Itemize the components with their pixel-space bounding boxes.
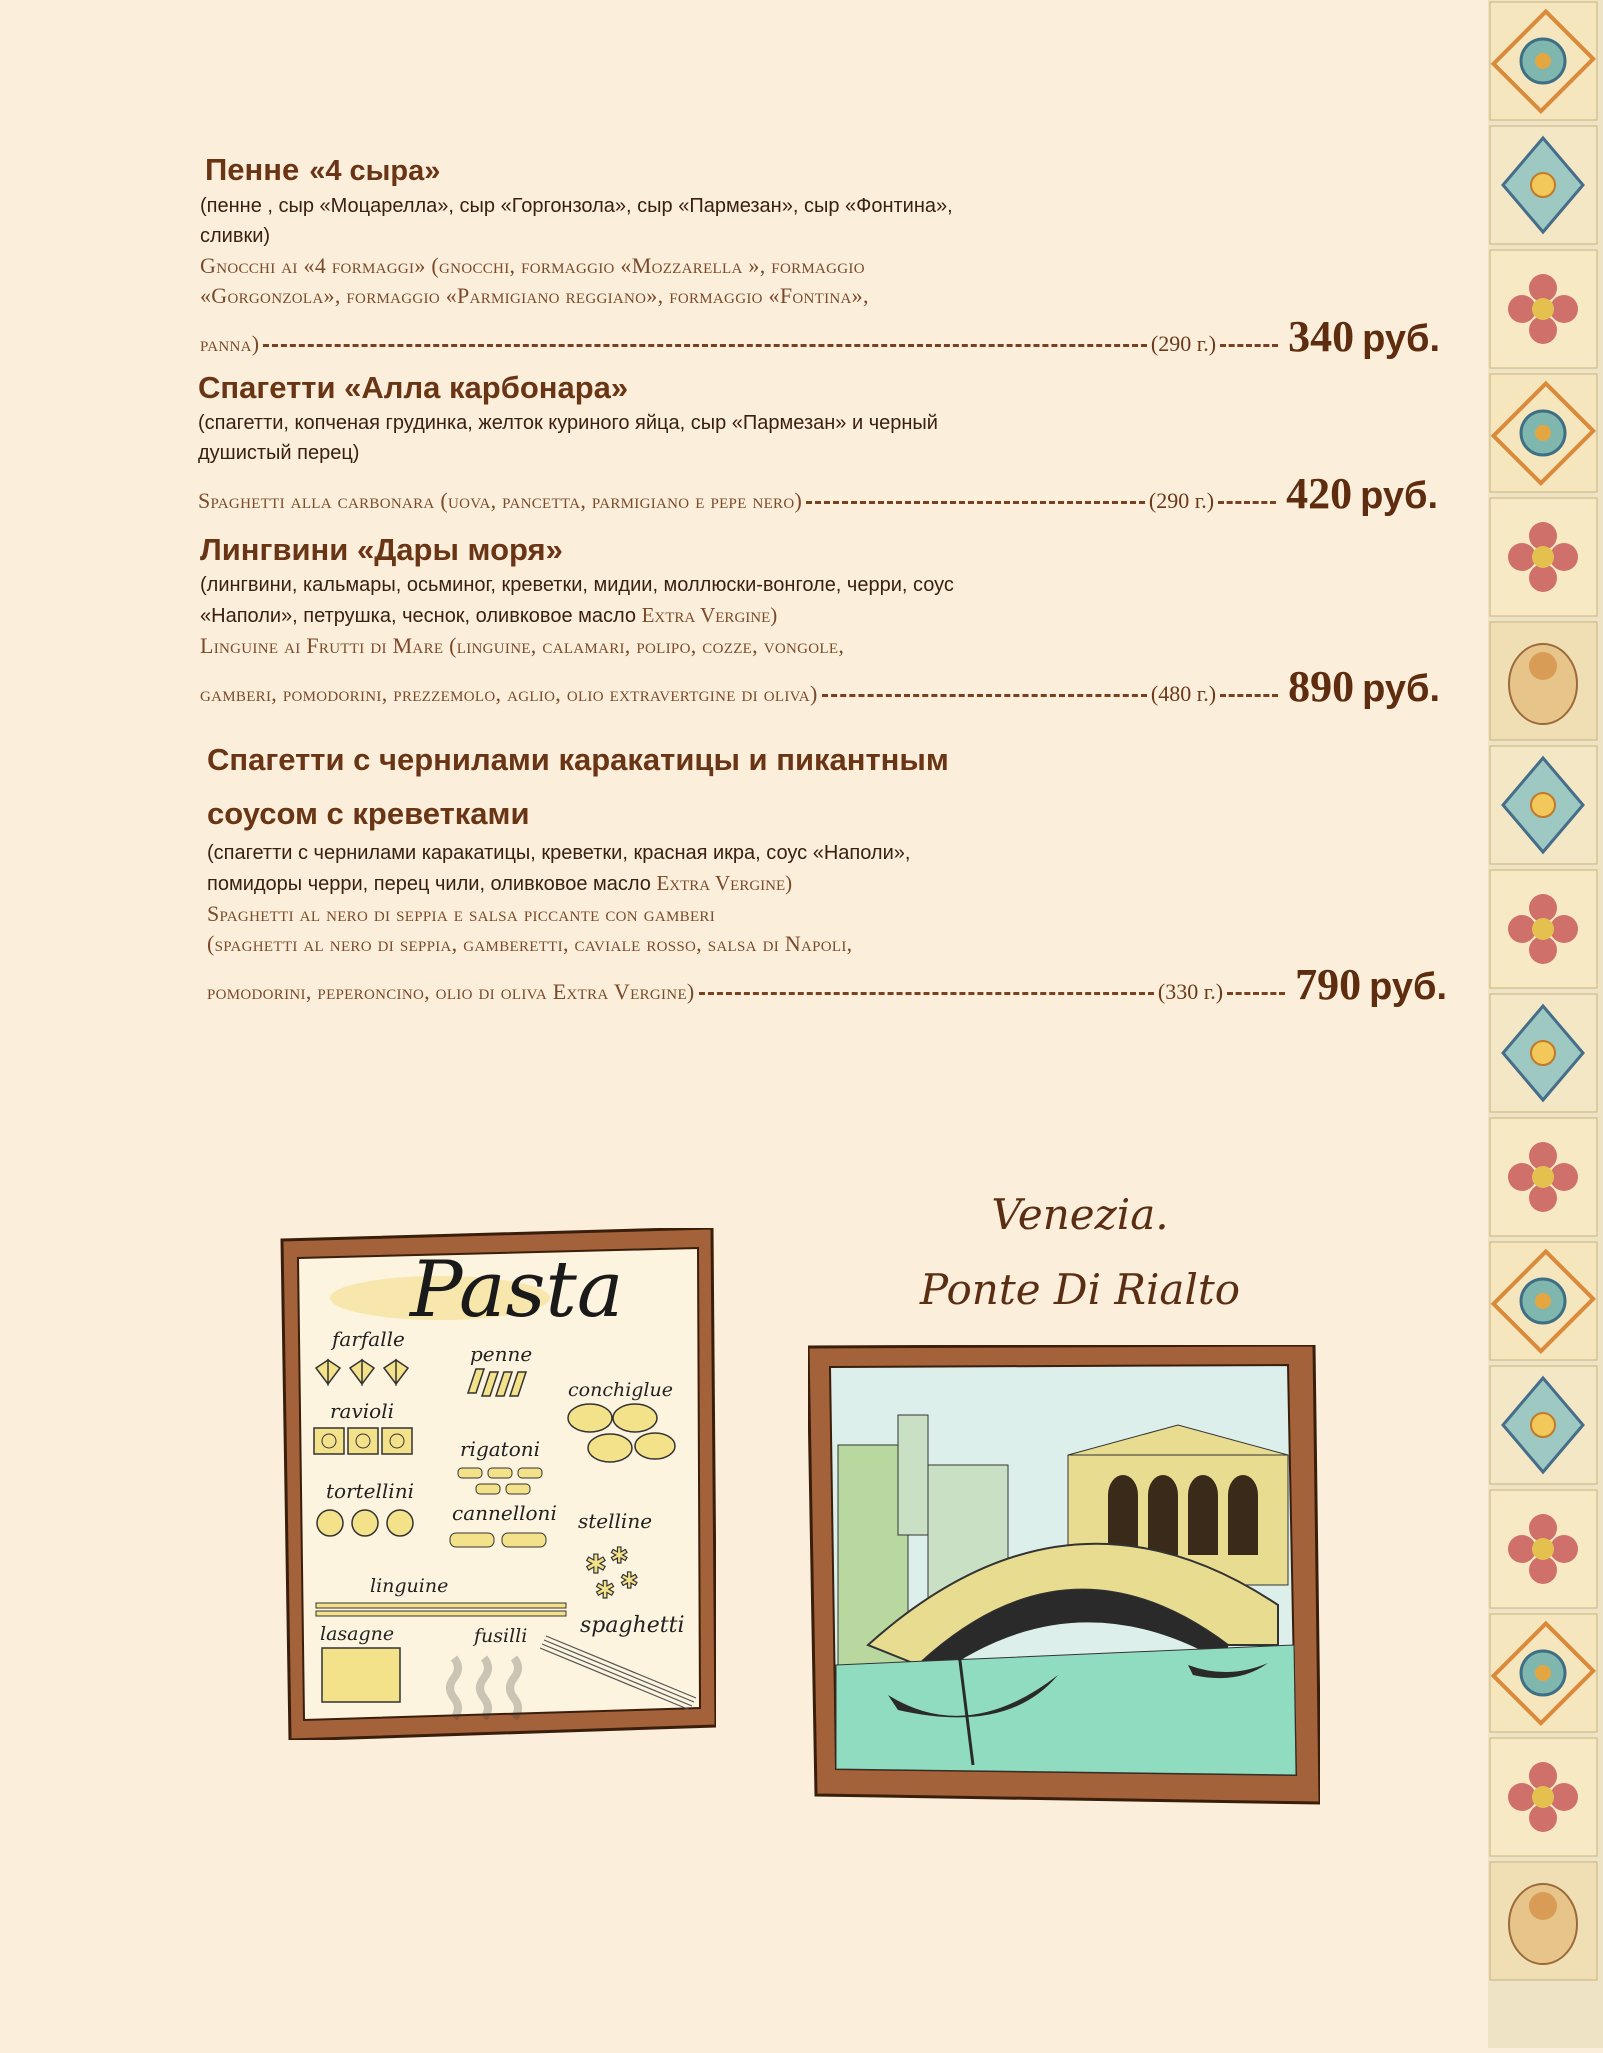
dish-title: соусом с креветками — [207, 796, 530, 831]
svg-text:✱: ✱ — [595, 1577, 616, 1604]
leader-dashes — [822, 694, 1147, 697]
dish-weight: (480 г.) — [1150, 681, 1217, 706]
rialto-bridge-drawing — [808, 1345, 1320, 1805]
lasagne-icon — [322, 1648, 400, 1702]
price-value: 890 — [1288, 662, 1355, 711]
majolica-tiles — [1488, 0, 1603, 2048]
leader-dashes — [1218, 501, 1276, 504]
svg-text:✱: ✱ — [610, 1543, 629, 1568]
dish-penne-4-cheese — [200, 150, 1440, 362]
ru-text: «Наполи», петрушка, чеснок, оливковое масло — [200, 605, 637, 627]
leader-dashes — [806, 501, 1145, 504]
dish-weight: (330 г.) — [1157, 979, 1224, 1004]
label-spaghetti: spaghetti — [580, 1613, 685, 1638]
label-farfalle: farfalle — [332, 1327, 405, 1351]
label-stelline: stelline — [578, 1509, 653, 1533]
svg-text:✱: ✱ — [585, 1549, 607, 1579]
leader-dashes — [263, 344, 1147, 347]
dish-spaghetti-squid-ink — [207, 730, 1447, 1010]
dish-description-ru — [200, 600, 1440, 631]
dish-weight: (290 г.) — [1148, 488, 1215, 513]
dish-description-it: Spaghetti al nero di seppia e salsa piccante con gamberi — [207, 901, 716, 926]
menu-content — [0, 0, 1480, 1060]
price-line — [200, 311, 1440, 362]
label-linguine: linguine — [370, 1575, 449, 1597]
dish-title — [205, 150, 1440, 191]
dish-description-ru: (лингвини, кальмары, осьминог, креветки, мидии, моллюски-вонголе, черри, соус — [200, 574, 954, 596]
rialto-bridge-picture — [808, 1345, 1320, 1805]
label-conchiglue: conchiglue — [568, 1379, 673, 1401]
svg-text:✱: ✱ — [620, 1568, 639, 1593]
pasta-poster-drawing — [280, 1228, 716, 1740]
price-value: 420 — [1286, 469, 1353, 518]
dish-linguine-seafood — [200, 530, 1440, 712]
dish-description-it: (spaghetti al nero di seppia, gamberetti, caviale rosso, salsa di Napoli, — [207, 931, 853, 956]
dish-description-it: Gnocchi ai «4 formaggi» (gnocchi, formaggio «Mozzarella », formaggio — [200, 253, 865, 278]
dish-title-main: Пенне — [205, 152, 300, 187]
dish-description-it: pomodorini, peperoncino, olio di oliva Extra Vergine) — [207, 979, 695, 1004]
dish-price — [1288, 311, 1440, 362]
leader-dashes — [699, 992, 1154, 995]
dish-description-ru: (пенне , сыр «Моцарелла», сыр «Горгонзола», сыр «Пармезан», сыр «Фонтина», — [200, 195, 953, 217]
price-line — [207, 959, 1447, 1010]
dish-description-ru: душистый перец) — [198, 442, 360, 464]
dish-description-ru: (спагетти с чернилами каракатицы, креветки, красная икра, соус «Наполи», — [207, 842, 911, 864]
dish-price — [1288, 661, 1440, 712]
dish-description-it: Spaghetti alla carbonara (uova, pancetta, parmigiano e pepe nero) — [198, 488, 803, 513]
dish-description-ru: сливки) — [200, 225, 271, 247]
dish-description-it: gamberi, pomodorini, prezzemolo, aglio, olio extravertgine di oliva) — [200, 681, 818, 706]
decorative-tile-strip — [1488, 0, 1603, 2048]
dish-price — [1286, 468, 1438, 519]
dish-title: Спагетти с чернилами каракатицы и пикантным — [207, 742, 949, 777]
ravioli-icon — [314, 1428, 412, 1454]
leader-dashes — [1220, 694, 1278, 697]
label-cannelloni: cannelloni — [452, 1501, 557, 1525]
label-lasagne: lasagne — [320, 1623, 395, 1645]
ru-latin-text: Extra Vergine) — [641, 603, 778, 627]
dish-title: Спагетти «Алла карбонара» — [198, 370, 629, 405]
price-currency: руб. — [1362, 318, 1440, 360]
dish-description-it: «Gorgonzola», formaggio «Parmigiano reggiano», formaggio «Fontina», — [200, 283, 869, 308]
dish-weight: (290 г.) — [1150, 331, 1217, 356]
label-penne: penne — [470, 1342, 533, 1366]
venice-caption-line1: Venezia. — [991, 1190, 1169, 1239]
pasta-title: Pasta — [410, 1245, 624, 1335]
label-tortellini: tortellini — [326, 1479, 414, 1503]
tortellini-icon — [317, 1510, 413, 1536]
price-currency: руб. — [1360, 475, 1438, 517]
dish-description-it: Linguine ai Frutti di Mare (linguine, calamari, polipo, cozze, vongole, — [200, 633, 845, 658]
leader-dashes — [1220, 344, 1278, 347]
price-value: 340 — [1288, 312, 1355, 361]
price-currency: руб. — [1369, 966, 1447, 1008]
price-line — [200, 661, 1440, 712]
pasta-poster — [280, 1228, 716, 1740]
dish-description-ru: (спагетти, копченая грудинка, желток куриного яйца, сыр «Пармезан» и черный — [198, 412, 938, 434]
ru-text: помидоры черри, перец чили, оливковое масло — [207, 873, 651, 895]
farfalle-icon — [316, 1360, 408, 1384]
price-line — [198, 468, 1438, 519]
label-rigatoni: rigatoni — [460, 1437, 541, 1461]
price-currency: руб. — [1362, 668, 1440, 710]
price-value: 790 — [1295, 960, 1362, 1009]
dish-description-ru — [207, 868, 1447, 899]
label-ravioli: ravioli — [330, 1399, 395, 1423]
leader-dashes — [1227, 992, 1285, 995]
dish-description-it: panna) — [200, 331, 260, 356]
ru-latin-text: Extra Vergine) — [656, 871, 793, 895]
dish-price — [1295, 959, 1447, 1010]
label-fusilli: fusilli — [474, 1625, 528, 1647]
dish-title: Лингвини «Дары моря» — [200, 532, 563, 567]
venice-caption-line2: Ponte Di Rialto — [919, 1265, 1241, 1314]
dish-title-sub: «4 сыра» — [309, 155, 441, 187]
dish-spaghetti-carbonara — [198, 368, 1438, 519]
